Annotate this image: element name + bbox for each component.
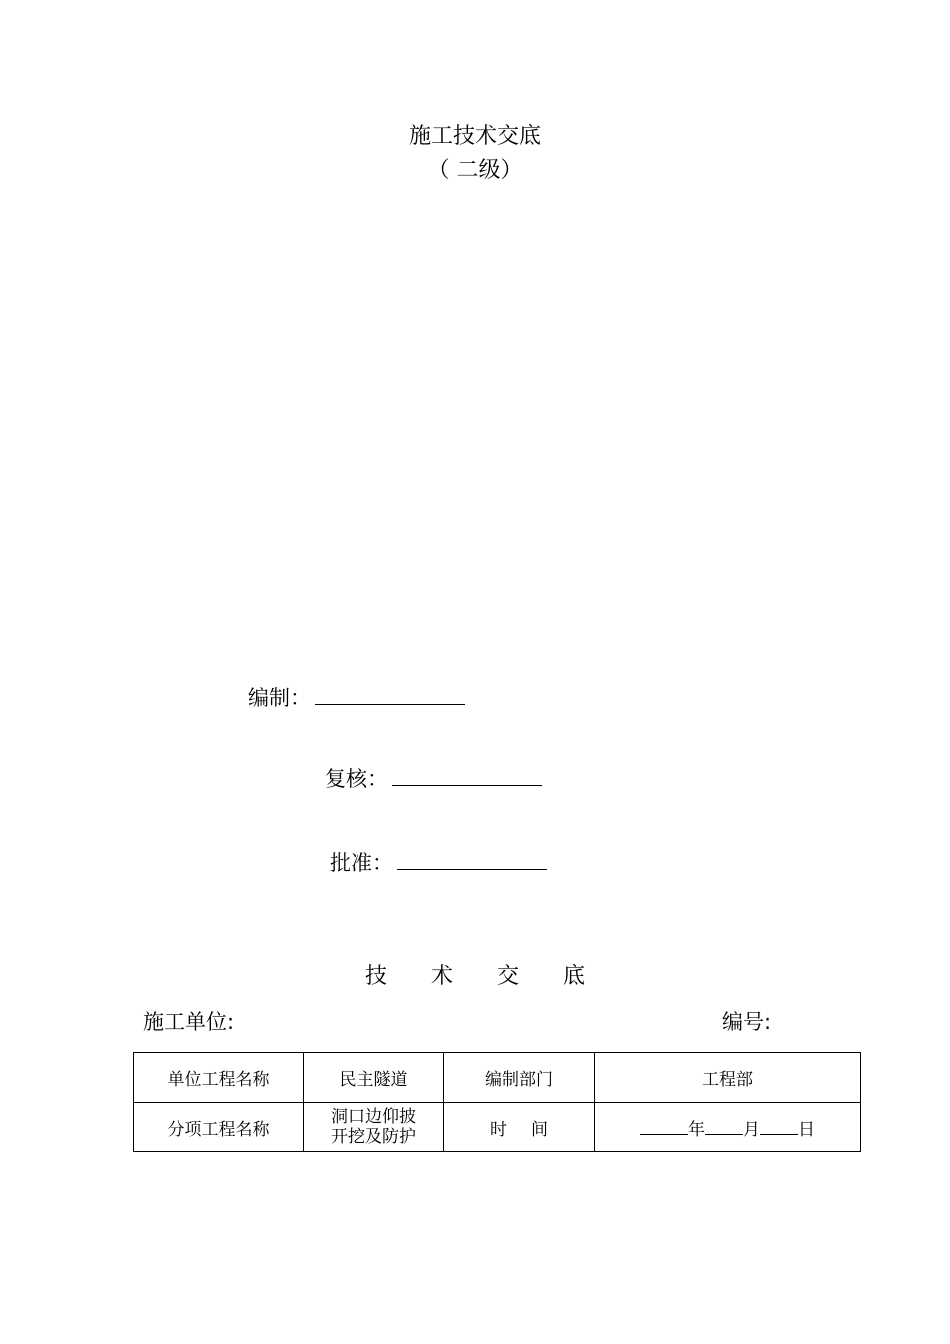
sub-project-line: 洞口边仰披 (331, 1107, 416, 1127)
review-signature-line[interactable] (392, 765, 542, 786)
sub-project-value (304, 1103, 444, 1152)
month-blank[interactable] (705, 1118, 743, 1135)
unit-project-value: 民主隧道 (304, 1053, 444, 1103)
document-number-label: 编号: (722, 1010, 772, 1034)
section-title (0, 962, 950, 992)
cover-level: （ 二级） (427, 158, 523, 183)
time-label (444, 1103, 595, 1152)
sub-project-label: 分项工程名称 (134, 1103, 304, 1152)
day-label: 日 (798, 1119, 815, 1140)
date-value (595, 1103, 861, 1152)
year-label: 年 (688, 1119, 705, 1140)
compile-row (248, 684, 465, 712)
time-label-char: 时 (490, 1119, 507, 1140)
section-title-char: 底 (563, 964, 586, 989)
construction-unit-label: 施工单位: (143, 1010, 235, 1034)
dept-value: 工程部 (595, 1053, 861, 1103)
table-row (134, 1053, 861, 1103)
section-title-char: 交 (497, 964, 520, 989)
sub-project-line: 开挖及防护 (331, 1127, 416, 1147)
review-label: 复核： (325, 767, 388, 791)
approve-signature-line[interactable] (397, 849, 547, 870)
info-table (133, 1052, 861, 1152)
table-row (134, 1103, 861, 1152)
time-label-char: 间 (531, 1119, 548, 1140)
dept-label: 编制部门 (444, 1053, 595, 1103)
year-blank[interactable] (640, 1118, 688, 1135)
approve-label: 批准： (330, 851, 393, 875)
approve-row (330, 849, 547, 877)
section-title-char: 技 (364, 964, 387, 989)
compile-label: 编制： (248, 686, 311, 710)
month-label: 月 (743, 1119, 760, 1140)
cover-title: 施工技术交底 (408, 124, 541, 149)
compile-signature-line[interactable] (315, 684, 465, 705)
day-blank[interactable] (760, 1118, 798, 1135)
section-title-char: 术 (430, 964, 453, 989)
unit-project-label: 单位工程名称 (134, 1053, 304, 1103)
review-row (325, 765, 542, 793)
